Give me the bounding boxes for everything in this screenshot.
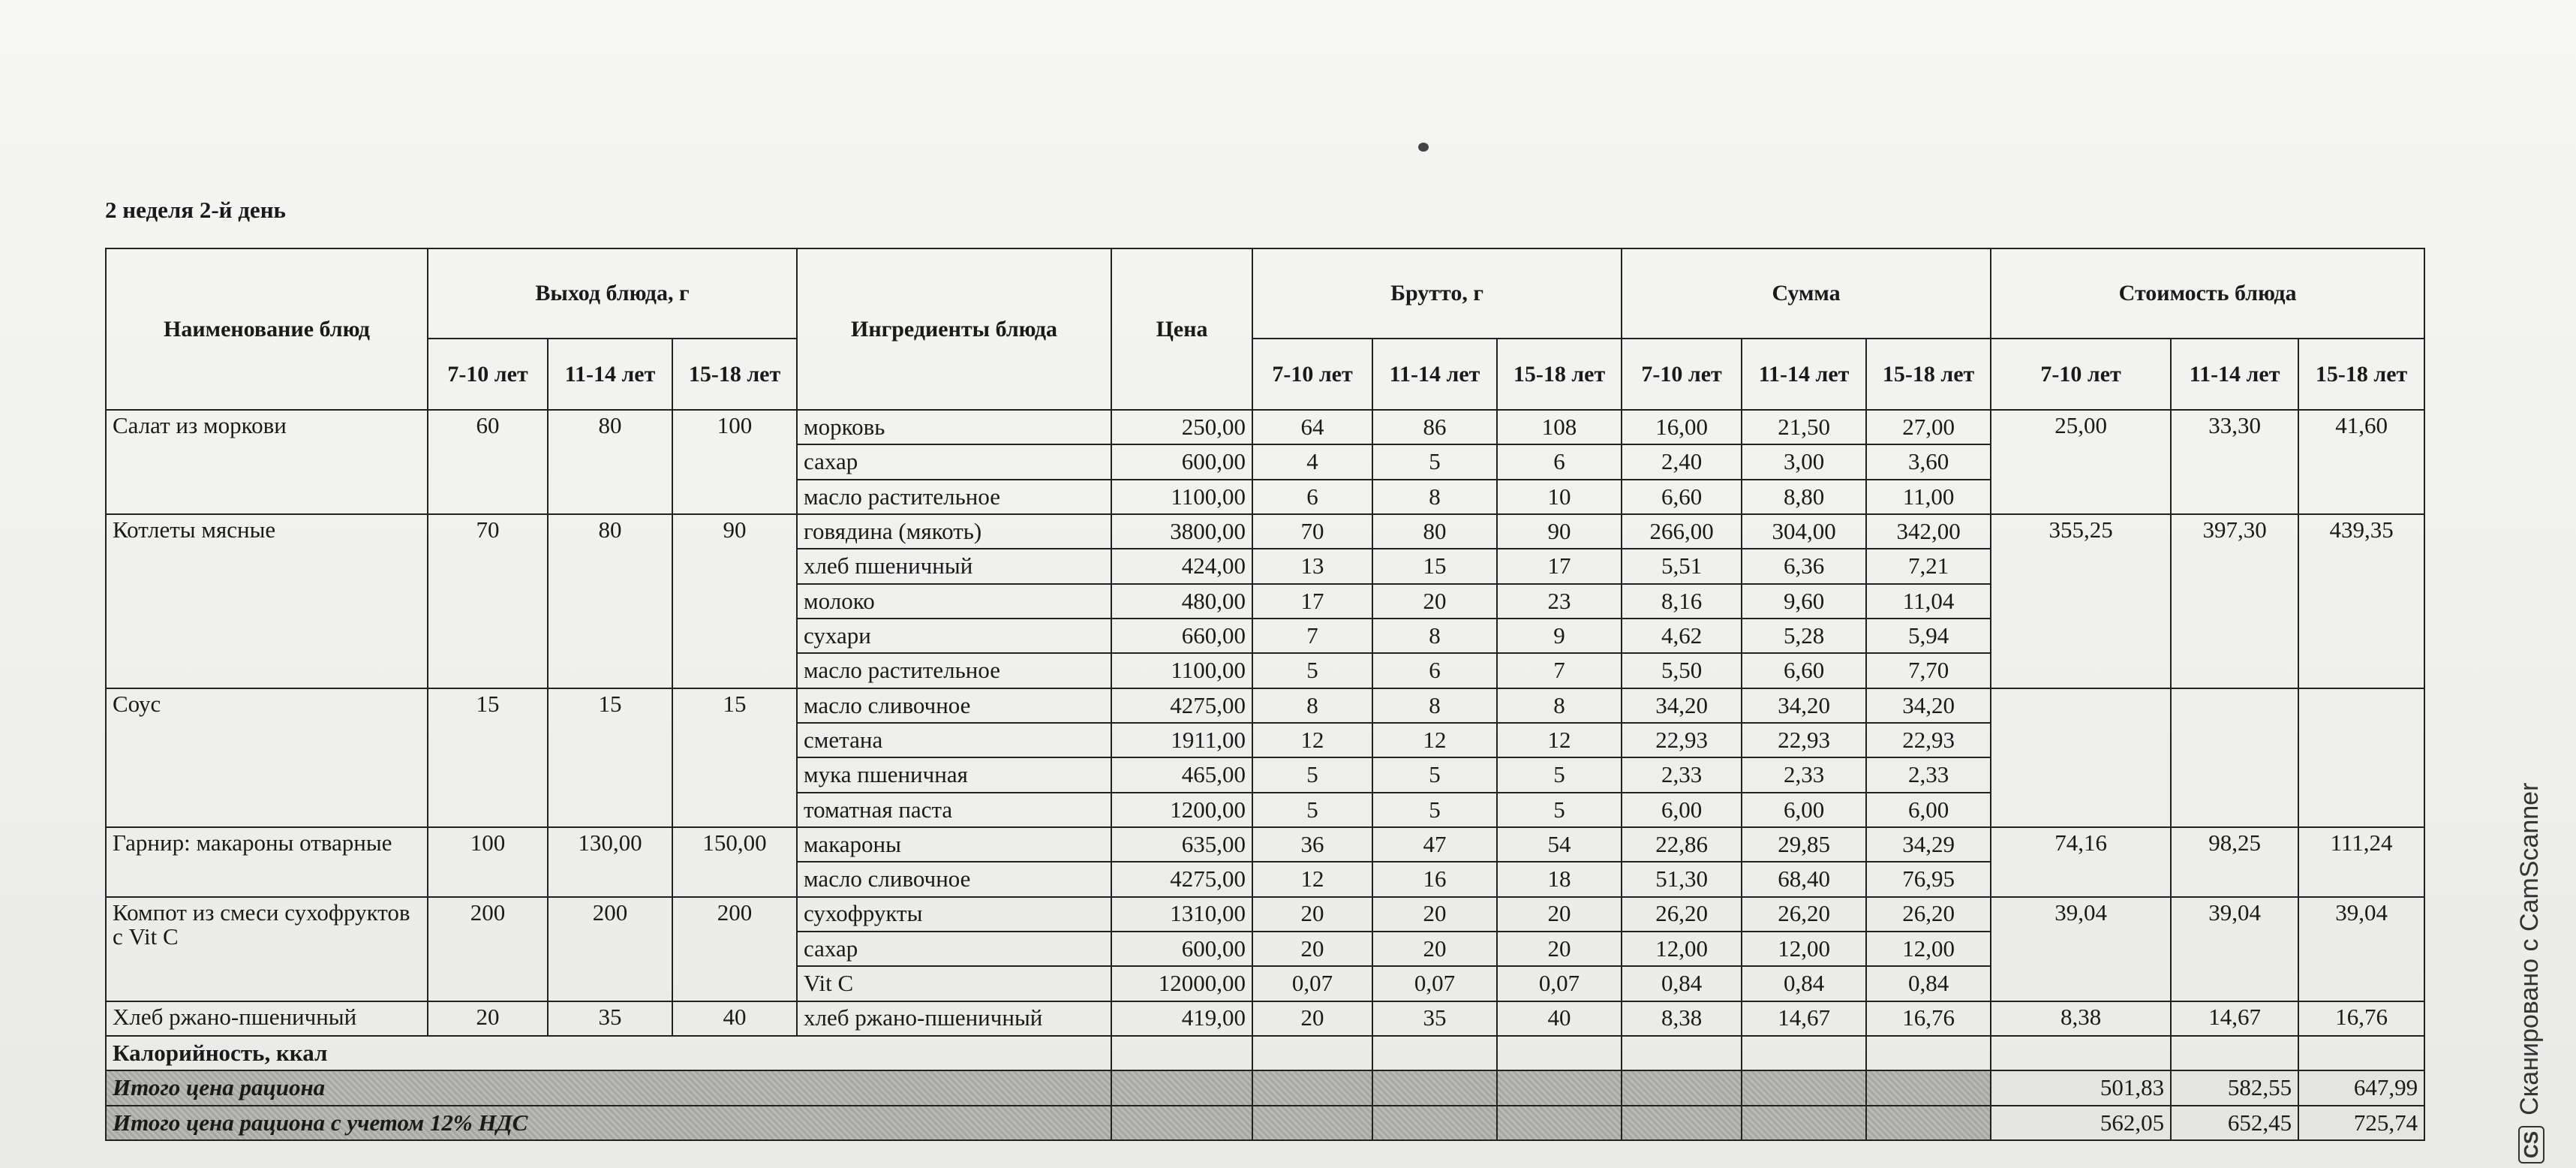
dish-yield: 100 xyxy=(428,827,548,897)
ingredient-price: 1911,00 xyxy=(1111,723,1252,757)
dish-name: Салат из моркови xyxy=(106,410,428,514)
calories-cell xyxy=(2298,1036,2424,1070)
ingredient-sum: 2,33 xyxy=(1742,757,1866,792)
gross-weight: 10 xyxy=(1497,480,1622,514)
dish-name: Котлеты мясные xyxy=(106,514,428,688)
ingredient-sum: 266,00 xyxy=(1622,514,1742,549)
header-age: 7-10 лет xyxy=(1622,339,1742,410)
gross-weight: 7 xyxy=(1252,619,1372,653)
ingredient-sum: 21,50 xyxy=(1742,410,1866,444)
gross-weight: 13 xyxy=(1252,549,1372,583)
gross-weight: 20 xyxy=(1252,897,1372,932)
total-price-blank xyxy=(1742,1070,1866,1105)
gross-weight: 5 xyxy=(1497,793,1622,827)
ingredient-price: 600,00 xyxy=(1111,932,1252,966)
header-cost: Стоимость блюда xyxy=(1991,248,2424,339)
ingredient-sum: 34,29 xyxy=(1866,827,1991,862)
ingredient-sum: 8,80 xyxy=(1742,480,1866,514)
header-ingredients: Ингредиенты блюда xyxy=(797,248,1111,410)
ingredient-name: макароны xyxy=(797,827,1111,862)
calories-row xyxy=(106,1036,2424,1070)
ingredient-sum: 6,00 xyxy=(1866,793,1991,827)
header-age: 15-18 лет xyxy=(1497,339,1622,410)
gross-weight: 5 xyxy=(1372,444,1497,479)
camscanner-logo-icon: CS xyxy=(2518,1126,2544,1163)
ingredient-sum: 9,60 xyxy=(1742,584,1866,619)
ingredient-price: 250,00 xyxy=(1111,410,1252,444)
ingredient-sum: 3,00 xyxy=(1742,444,1866,479)
dish-cost: 355,25 xyxy=(1991,514,2171,688)
ingredient-sum: 26,20 xyxy=(1866,897,1991,932)
ingredient-price: 1100,00 xyxy=(1111,653,1252,688)
gross-weight: 90 xyxy=(1497,514,1622,549)
ingredient-sum: 6,00 xyxy=(1622,793,1742,827)
ingredient-sum: 5,51 xyxy=(1622,549,1742,583)
dish-cost xyxy=(1991,688,2171,827)
ingredient-name: морковь xyxy=(797,410,1111,444)
calories-cell xyxy=(2171,1036,2298,1070)
total-price-vat-label: Итого цена рациона с учетом 12% НДС xyxy=(106,1106,1111,1140)
dish-cost: 397,30 xyxy=(2171,514,2298,688)
ingredient-sum: 29,85 xyxy=(1742,827,1866,862)
dish-yield: 200 xyxy=(548,897,672,1001)
dish-cost: 16,76 xyxy=(2298,1001,2424,1036)
gross-weight: 54 xyxy=(1497,827,1622,862)
total-price-label: Итого цена рациона xyxy=(106,1070,1111,1105)
total-price-vat xyxy=(106,1106,2424,1140)
ingredient-sum: 6,60 xyxy=(1622,480,1742,514)
calories-cell xyxy=(1991,1036,2171,1070)
ingredient-sum: 16,00 xyxy=(1622,410,1742,444)
gross-weight: 8 xyxy=(1372,480,1497,514)
gross-weight: 64 xyxy=(1252,410,1372,444)
dish-yield: 90 xyxy=(672,514,797,688)
total-price-blank xyxy=(1372,1070,1497,1105)
total-price-vat-value: 652,45 xyxy=(2171,1106,2298,1140)
ingredient-sum: 0,84 xyxy=(1866,966,1991,1001)
header-age-row xyxy=(106,339,2424,410)
ingredient-sum: 8,38 xyxy=(1622,1001,1742,1036)
ingredient-sum: 304,00 xyxy=(1742,514,1866,549)
gross-weight: 23 xyxy=(1497,584,1622,619)
header-row xyxy=(106,248,2424,339)
gross-weight: 8 xyxy=(1372,619,1497,653)
watermark-text: Сканировано с CamScanner xyxy=(2515,782,2544,1115)
gross-weight: 20 xyxy=(1252,1001,1372,1036)
total-price-vat-blank xyxy=(1866,1106,1991,1140)
dish-cost: 111,24 xyxy=(2298,827,2424,897)
dish-yield: 100 xyxy=(672,410,797,514)
total-price-blank xyxy=(1497,1070,1622,1105)
document-title: 2 неделя 2-й день xyxy=(105,197,286,223)
total-price-vat-blank xyxy=(1742,1106,1866,1140)
dish-yield: 200 xyxy=(672,897,797,1001)
ingredient-name: масло сливочное xyxy=(797,688,1111,723)
dish-cost xyxy=(2298,688,2424,827)
total-price-blank xyxy=(1866,1070,1991,1105)
total-price-value: 501,83 xyxy=(1991,1070,2171,1105)
ingredient-row xyxy=(106,688,2424,723)
dish-cost: 39,04 xyxy=(2298,897,2424,1001)
dish-cost: 98,25 xyxy=(2171,827,2298,897)
total-price-blank xyxy=(1111,1070,1252,1105)
ingredient-price: 480,00 xyxy=(1111,584,1252,619)
ingredient-sum: 26,20 xyxy=(1622,897,1742,932)
total-price-blank xyxy=(1622,1070,1742,1105)
gross-weight: 20 xyxy=(1372,897,1497,932)
ingredient-name: говядина (мякоть) xyxy=(797,514,1111,549)
ingredient-sum: 34,20 xyxy=(1866,688,1991,723)
header-age: 11-14 лет xyxy=(1742,339,1866,410)
gross-weight: 5 xyxy=(1372,757,1497,792)
ingredient-sum: 51,30 xyxy=(1622,862,1742,896)
camscanner-watermark xyxy=(2515,783,2544,1163)
header-age: 15-18 лет xyxy=(2298,339,2424,410)
ingredient-price: 12000,00 xyxy=(1111,966,1252,1001)
ingredient-price: 4275,00 xyxy=(1111,862,1252,896)
gross-weight: 70 xyxy=(1252,514,1372,549)
ingredient-name: сметана xyxy=(797,723,1111,757)
dish-cost: 39,04 xyxy=(1991,897,2171,1001)
dish-yield: 35 xyxy=(548,1001,672,1036)
ingredient-name: хлеб пшеничный xyxy=(797,549,1111,583)
gross-weight: 5 xyxy=(1372,793,1497,827)
dish-cost: 8,38 xyxy=(1991,1001,2171,1036)
ingredient-name: томатная паста xyxy=(797,793,1111,827)
gross-weight: 36 xyxy=(1252,827,1372,862)
dish-yield: 150,00 xyxy=(672,827,797,897)
dish-cost: 14,67 xyxy=(2171,1001,2298,1036)
ingredient-sum: 22,86 xyxy=(1622,827,1742,862)
dish-yield: 200 xyxy=(428,897,548,1001)
total-price-vat-blank xyxy=(1622,1106,1742,1140)
gross-weight: 17 xyxy=(1497,549,1622,583)
dish-name: Соус xyxy=(106,688,428,827)
header-age: 11-14 лет xyxy=(2171,339,2298,410)
ingredient-sum: 34,20 xyxy=(1622,688,1742,723)
ingredient-sum: 0,84 xyxy=(1622,966,1742,1001)
gross-weight: 8 xyxy=(1372,688,1497,723)
ingredient-sum: 5,28 xyxy=(1742,619,1866,653)
gross-weight: 6 xyxy=(1372,653,1497,688)
gross-weight: 0,07 xyxy=(1372,966,1497,1001)
calories-cell xyxy=(1372,1036,1497,1070)
ingredient-row xyxy=(106,827,2424,862)
gross-weight: 40 xyxy=(1497,1001,1622,1036)
dish-yield: 20 xyxy=(428,1001,548,1036)
gross-weight: 18 xyxy=(1497,862,1622,896)
header-age: 15-18 лет xyxy=(1866,339,1991,410)
ingredient-price: 1100,00 xyxy=(1111,480,1252,514)
ingredient-sum: 7,70 xyxy=(1866,653,1991,688)
gross-weight: 108 xyxy=(1497,410,1622,444)
ingredient-sum: 2,40 xyxy=(1622,444,1742,479)
dish-yield: 15 xyxy=(428,688,548,827)
dish-name: Компот из смеси сухофруктов с Vit C xyxy=(106,897,428,1001)
gross-weight: 20 xyxy=(1372,932,1497,966)
ingredient-name: сухари xyxy=(797,619,1111,653)
ingredient-price: 3800,00 xyxy=(1111,514,1252,549)
ingredient-sum: 6,60 xyxy=(1742,653,1866,688)
gross-weight: 20 xyxy=(1497,897,1622,932)
dish-cost: 74,16 xyxy=(1991,827,2171,897)
dish-cost: 33,30 xyxy=(2171,410,2298,514)
calories-cell xyxy=(1111,1036,1252,1070)
ingredient-sum: 3,60 xyxy=(1866,444,1991,479)
total-price-vat-value: 725,74 xyxy=(2298,1106,2424,1140)
ingredient-sum: 14,67 xyxy=(1742,1001,1866,1036)
gross-weight: 6 xyxy=(1497,444,1622,479)
gross-weight: 17 xyxy=(1252,584,1372,619)
gross-weight: 47 xyxy=(1372,827,1497,862)
ingredient-sum: 5,50 xyxy=(1622,653,1742,688)
gross-weight: 0,07 xyxy=(1497,966,1622,1001)
ingredient-name: Vit C xyxy=(797,966,1111,1001)
dish-yield: 70 xyxy=(428,514,548,688)
gross-weight: 4 xyxy=(1252,444,1372,479)
header-age: 7-10 лет xyxy=(1991,339,2171,410)
gross-weight: 8 xyxy=(1497,688,1622,723)
scan-speck xyxy=(1418,143,1429,152)
total-price xyxy=(106,1070,2424,1105)
ingredient-sum: 22,93 xyxy=(1622,723,1742,757)
ingredient-name: хлеб ржано-пшеничный xyxy=(797,1001,1111,1036)
ingredient-name: молоко xyxy=(797,584,1111,619)
dish-yield: 40 xyxy=(672,1001,797,1036)
gross-weight: 9 xyxy=(1497,619,1622,653)
gross-weight: 86 xyxy=(1372,410,1497,444)
total-price-vat-blank xyxy=(1372,1106,1497,1140)
header-age: 7-10 лет xyxy=(1252,339,1372,410)
gross-weight: 5 xyxy=(1497,757,1622,792)
gross-weight: 0,07 xyxy=(1252,966,1372,1001)
dish-yield: 15 xyxy=(548,688,672,827)
dish-cost: 41,60 xyxy=(2298,410,2424,514)
header-age: 7-10 лет xyxy=(428,339,548,410)
gross-weight: 12 xyxy=(1252,723,1372,757)
header-price: Цена xyxy=(1111,248,1252,410)
total-price-value: 582,55 xyxy=(2171,1070,2298,1105)
dish-cost: 439,35 xyxy=(2298,514,2424,688)
gross-weight: 5 xyxy=(1252,757,1372,792)
ingredient-price: 600,00 xyxy=(1111,444,1252,479)
gross-weight: 12 xyxy=(1497,723,1622,757)
ingredient-sum: 2,33 xyxy=(1866,757,1991,792)
ingredient-price: 1310,00 xyxy=(1111,897,1252,932)
gross-weight: 6 xyxy=(1252,480,1372,514)
dish-yield: 15 xyxy=(672,688,797,827)
gross-weight: 7 xyxy=(1497,653,1622,688)
dish-cost: 25,00 xyxy=(1991,410,2171,514)
ingredient-price: 465,00 xyxy=(1111,757,1252,792)
calories-cell xyxy=(1866,1036,1991,1070)
ingredient-sum: 22,93 xyxy=(1742,723,1866,757)
ingredient-sum: 8,16 xyxy=(1622,584,1742,619)
ingredient-name: сахар xyxy=(797,444,1111,479)
ingredient-price: 635,00 xyxy=(1111,827,1252,862)
total-price-vat-blank xyxy=(1111,1106,1252,1140)
ingredient-sum: 11,00 xyxy=(1866,480,1991,514)
calories-cell xyxy=(1497,1036,1622,1070)
dish-cost: 39,04 xyxy=(2171,897,2298,1001)
ingredient-sum: 26,20 xyxy=(1742,897,1866,932)
ingredient-sum: 27,00 xyxy=(1866,410,1991,444)
dish-name: Гарнир: макароны отварные xyxy=(106,827,428,897)
menu-cost-table xyxy=(105,248,2425,1141)
gross-weight: 12 xyxy=(1372,723,1497,757)
ingredient-sum: 6,00 xyxy=(1742,793,1866,827)
gross-weight: 20 xyxy=(1372,584,1497,619)
ingredient-price: 660,00 xyxy=(1111,619,1252,653)
ingredient-name: сахар xyxy=(797,932,1111,966)
ingredient-name: масло растительное xyxy=(797,653,1111,688)
ingredient-row xyxy=(106,1001,2424,1036)
gross-weight: 8 xyxy=(1252,688,1372,723)
ingredient-name: сухофрукты xyxy=(797,897,1111,932)
gross-weight: 5 xyxy=(1252,793,1372,827)
ingredient-name: масло сливочное xyxy=(797,862,1111,896)
ingredient-sum: 76,95 xyxy=(1866,862,1991,896)
ingredient-price: 4275,00 xyxy=(1111,688,1252,723)
gross-weight: 20 xyxy=(1497,932,1622,966)
ingredient-sum: 0,84 xyxy=(1742,966,1866,1001)
ingredient-sum: 12,00 xyxy=(1622,932,1742,966)
gross-weight: 15 xyxy=(1372,549,1497,583)
dish-yield: 60 xyxy=(428,410,548,514)
ingredient-price: 1200,00 xyxy=(1111,793,1252,827)
calories-label: Калорийность, ккал xyxy=(106,1036,1111,1070)
calories-cell xyxy=(1742,1036,1866,1070)
total-price-blank xyxy=(1252,1070,1372,1105)
ingredient-sum: 2,33 xyxy=(1622,757,1742,792)
header-gross: Брутто, г xyxy=(1252,248,1622,339)
header-dish-name: Наименование блюд xyxy=(106,248,428,410)
header-age: 11-14 лет xyxy=(1372,339,1497,410)
gross-weight: 80 xyxy=(1372,514,1497,549)
ingredient-sum: 7,21 xyxy=(1866,549,1991,583)
ingredient-sum: 4,62 xyxy=(1622,619,1742,653)
ingredient-sum: 22,93 xyxy=(1866,723,1991,757)
total-price-vat-value: 562,05 xyxy=(1991,1106,2171,1140)
gross-weight: 20 xyxy=(1252,932,1372,966)
total-price-vat-blank xyxy=(1497,1106,1622,1140)
ingredient-sum: 16,76 xyxy=(1866,1001,1991,1036)
ingredient-price: 424,00 xyxy=(1111,549,1252,583)
gross-weight: 12 xyxy=(1252,862,1372,896)
ingredient-sum: 6,36 xyxy=(1742,549,1866,583)
header-age: 11-14 лет xyxy=(548,339,672,410)
ingredient-sum: 5,94 xyxy=(1866,619,1991,653)
dish-name: Хлеб ржано-пшеничный xyxy=(106,1001,428,1036)
ingredient-name: мука пшеничная xyxy=(797,757,1111,792)
header-age: 15-18 лет xyxy=(672,339,797,410)
total-price-value: 647,99 xyxy=(2298,1070,2424,1105)
ingredient-sum: 12,00 xyxy=(1742,932,1866,966)
header-yield: Выход блюда, г xyxy=(428,248,797,339)
ingredient-sum: 11,04 xyxy=(1866,584,1991,619)
dish-cost xyxy=(2171,688,2298,827)
ingredient-row xyxy=(106,897,2424,932)
ingredient-row xyxy=(106,514,2424,549)
dish-yield: 80 xyxy=(548,514,672,688)
ingredient-price: 419,00 xyxy=(1111,1001,1252,1036)
dish-yield: 80 xyxy=(548,410,672,514)
gross-weight: 16 xyxy=(1372,862,1497,896)
header-sum: Сумма xyxy=(1622,248,1991,339)
ingredient-sum: 68,40 xyxy=(1742,862,1866,896)
gross-weight: 5 xyxy=(1252,653,1372,688)
ingredient-sum: 12,00 xyxy=(1866,932,1991,966)
ingredient-sum: 342,00 xyxy=(1866,514,1991,549)
total-price-vat-blank xyxy=(1252,1106,1372,1140)
gross-weight: 35 xyxy=(1372,1001,1497,1036)
ingredient-name: масло растительное xyxy=(797,480,1111,514)
ingredient-sum: 34,20 xyxy=(1742,688,1866,723)
ingredient-row xyxy=(106,410,2424,444)
calories-cell xyxy=(1622,1036,1742,1070)
dish-yield: 130,00 xyxy=(548,827,672,897)
calories-cell xyxy=(1252,1036,1372,1070)
